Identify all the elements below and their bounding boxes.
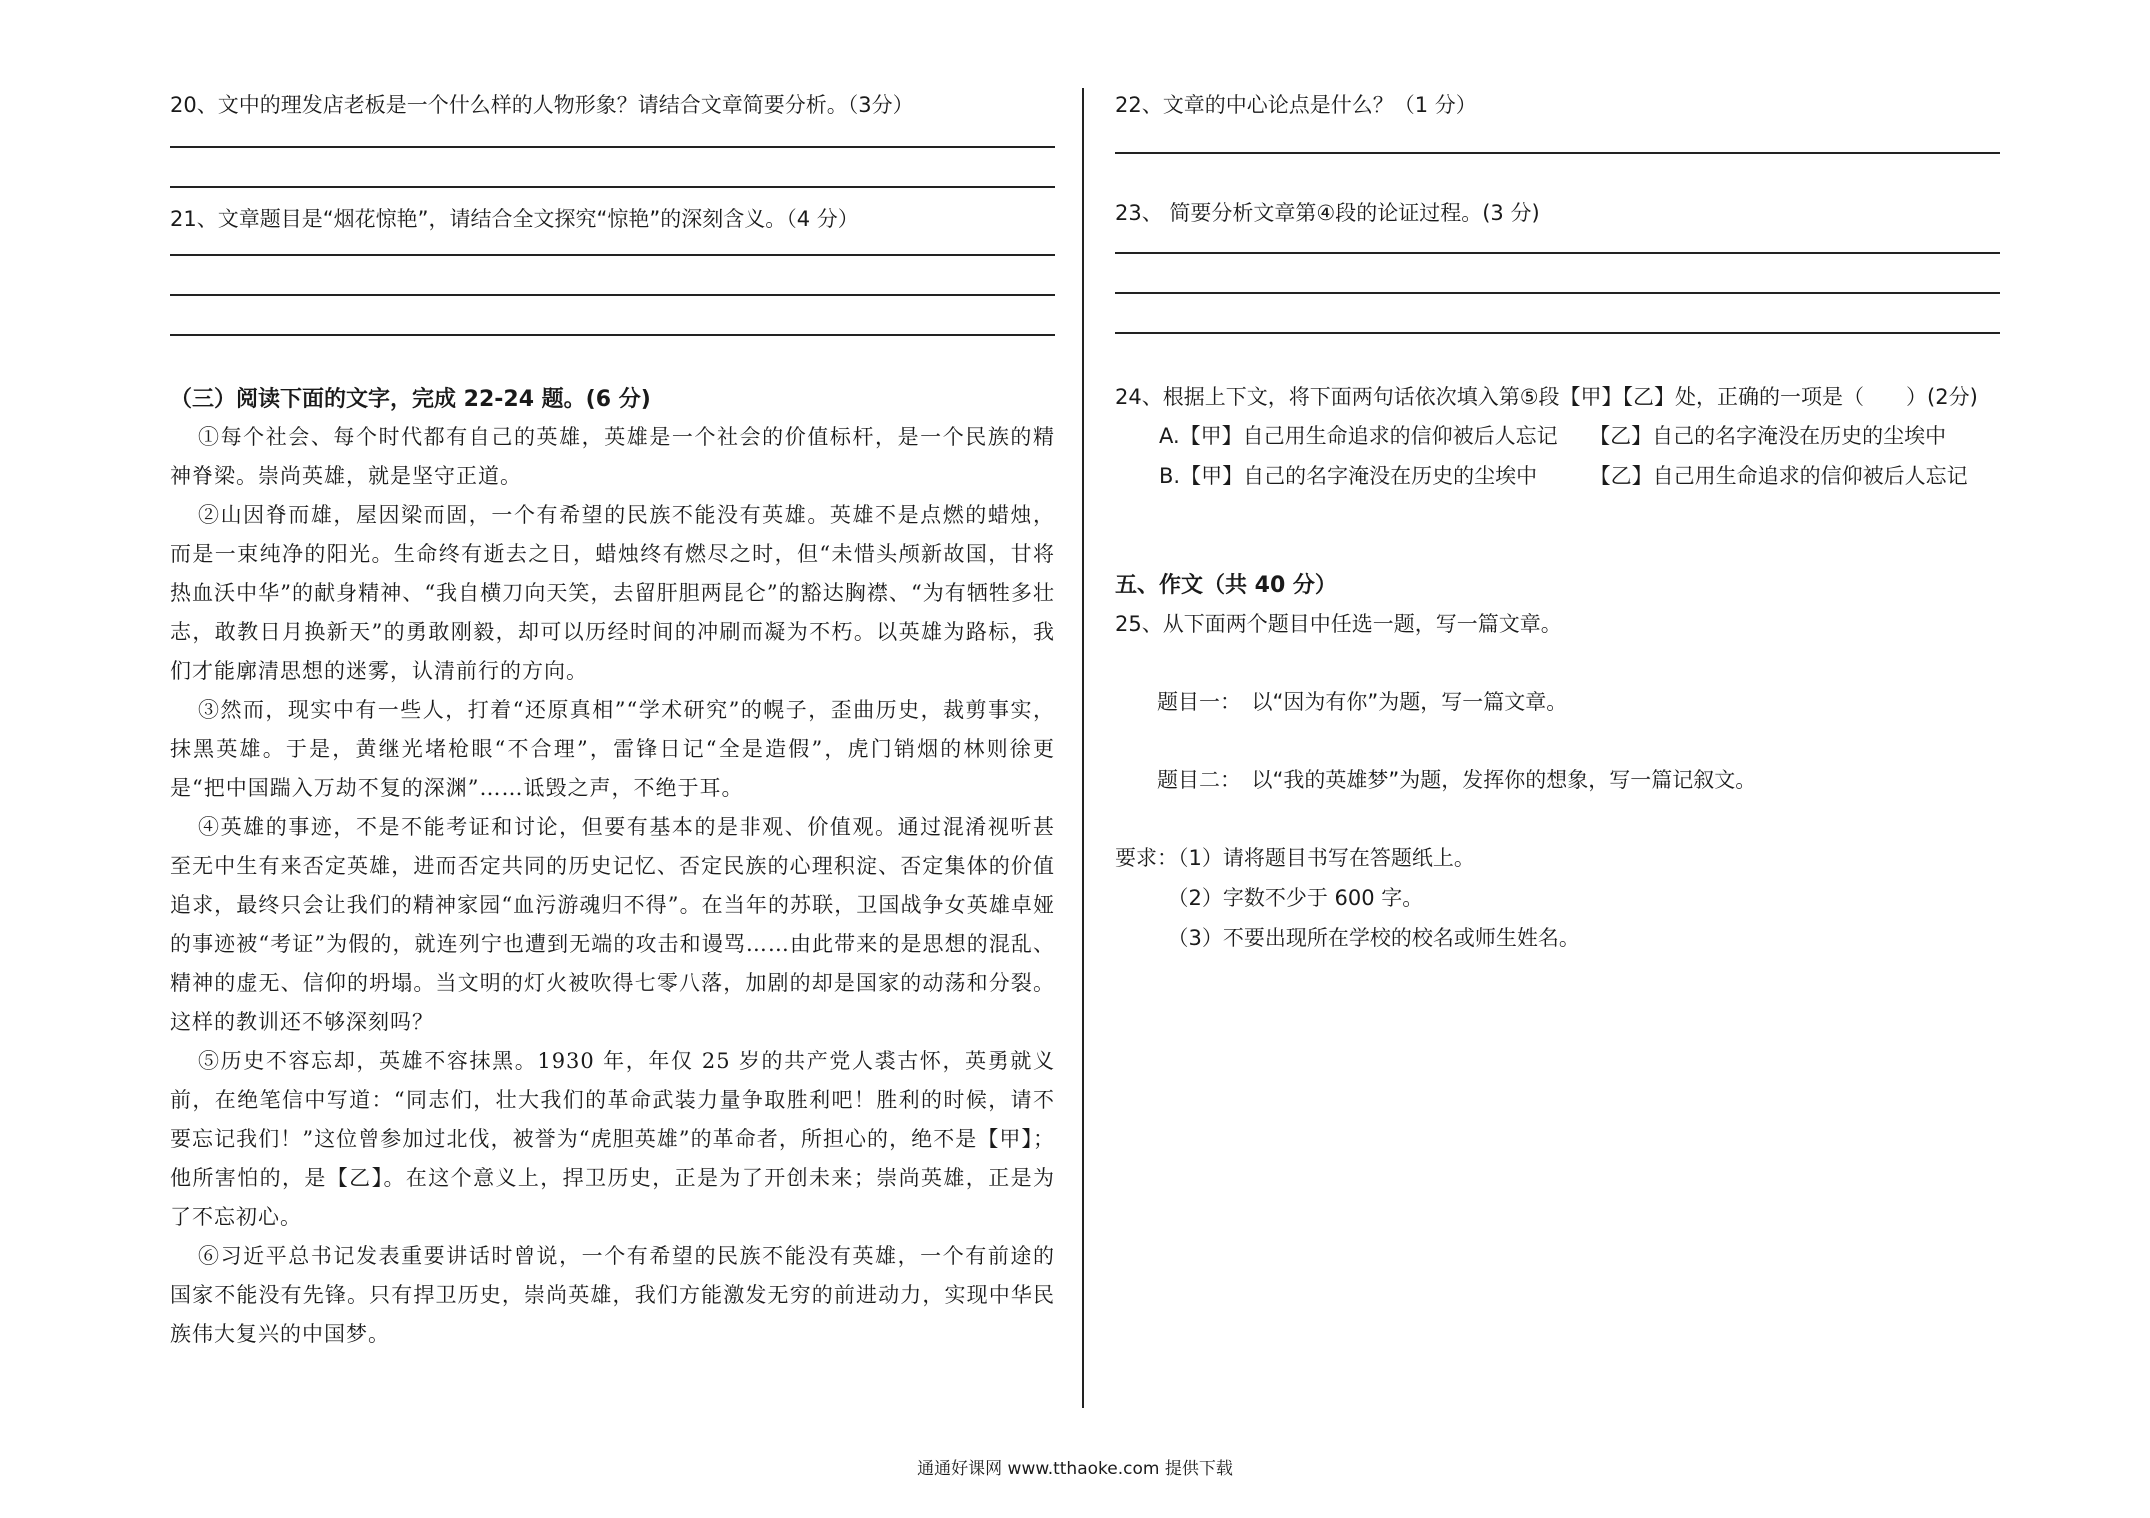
question-22: 22、文章的中心论点是什么？（1 分）: [1115, 93, 1477, 117]
question-20: 20、文中的理发店老板是一个什么样的人物形象？请结合文章简要分析。（3分）: [170, 93, 914, 117]
left-column: [170, 88, 1055, 1354]
question-23: 23、 简要分析文章第④段的论证过程。(3 分): [1115, 201, 1540, 225]
requirement-1: 要求：（1）请将题目书写在答题纸上。: [1115, 846, 1475, 870]
paragraph-2: ②山因脊而雄，屋因梁而固，一个有希望的民族不能没有英雄。英雄不是点燃的蜡烛，而是一束纯净的阳光。生命终有逝去之日，蜡烛终有燃尽之时，但“未惜头颅新故国，甘将热血沃中华”的献身精神、“我自横刀向天笑，去留肝胆两昆仑”的豁达胸襟、“为有牺牲多壮志，敢教日月换新天”的勇敢刚毅，却可以历经时间的冲刷而凝为不朽。以英雄为路标，我们才能廓清思想的迷雾，认清前行的方向。: [170, 503, 1055, 683]
paragraph-3: ③然而，现实中有一些人，打着“还原真相”“学术研究”的幌子，歪曲历史，裁剪事实，抹黑英雄。于是，黄继光堵枪眼“不合理”，雷锋日记“全是造假”，虎门销烟的林则徐更是“把中国踹入万劫不复的深渊”……诋毁之声，不绝于耳。: [170, 698, 1055, 800]
footer-text: 通通好课网 www.tthaoke.com 提供下载: [917, 1459, 1233, 1479]
paragraph-6: ⑥习近平总书记发表重要讲话时曾说，一个有希望的民族不能没有英雄，一个有前途的国家不能没有先锋。只有捍卫历史，崇尚英雄，我们方能激发无穷的前进动力，实现中华民族伟大复兴的中国梦。: [170, 1244, 1055, 1346]
paragraph-4: ④英雄的事迹，不是不能考证和讨论，但要有基本的是非观、价值观。通过混淆视听甚至无中生有来否定英雄，进而否定共同的历史记忆、否定民族的心理积淀、否定集体的价值追求，最终只会让我们的精神家园“血污游魂归不得”。在当年的苏联，卫国战争女英雄卓娅的事迹被“考证”为假的，就连列宁也遭到无端的攻击和谩骂……由此带来的是思想的混乱、精神的虚无、信仰的坍塌。当文明的灯火被吹得七零八落，加剧的却是国家的动荡和分裂。这样的教训还不够深刻吗？: [170, 815, 1055, 1034]
option-a: A.【甲】自己用生命追求的信仰被后人忘记 【乙】自己的名字淹没在历史的尘埃中: [1159, 424, 1947, 448]
requirement-3: （3）不要出现所在学校的校名或师生姓名。: [1115, 926, 1580, 950]
section-5-title: 五、作文（共 40 分）: [1115, 573, 1337, 598]
column-divider: [1082, 88, 1084, 1408]
question-25: 25、从下面两个题目中任选一题，写一篇文章。: [1115, 612, 1562, 636]
essay-topic-1: 题目一： 以“因为有你”为题，写一篇文章。: [1115, 690, 1568, 714]
section-3-title: （三）阅读下面的文字，完成 22-24 题。(6 分): [170, 387, 651, 412]
paragraph-5: ⑤历史不容忘却，英雄不容抹黑。1930 年，年仅 25 岁的共产党人裘古怀，英勇就义前，在绝笔信中写道：“同志们，壮大我们的革命武装力量争取胜利吧！胜利的时候，请不要忘记我们！”这位曾参加过北伐，被誉为“虎胆英雄”的革命者，所担心的，绝不是【甲】；他所害怕的，是【乙】。在这个意义上，捍卫历史，正是为了开创未来；崇尚英雄，正是为了不忘初心。: [170, 1049, 1055, 1229]
requirement-2: （2）字数不少于 600 字。: [1115, 886, 1424, 910]
question-24: 24、根据上下文，将下面两句话依次填入第⑤段【甲】【乙】处，正确的一项是（ ）(2分): [1115, 385, 1978, 409]
question-21: 21、文章题目是“烟花惊艳”，请结合全文探究“惊艳”的深刻含义。（4 分）: [170, 207, 859, 231]
essay-topic-2: 题目二： 以“我的英雄梦”为题，发挥你的想象，写一篇记叙文。: [1115, 768, 1757, 792]
option-b: B.【甲】自己的名字淹没在历史的尘埃中 【乙】自己用生命追求的信仰被后人忘记: [1159, 464, 1968, 488]
right-column: [1115, 88, 2000, 958]
paragraph-1: ①每个社会、每个时代都有自己的英雄，英雄是一个社会的价值标杆，是一个民族的精神脊梁。崇尚英雄，就是坚守正道。: [170, 425, 1055, 488]
